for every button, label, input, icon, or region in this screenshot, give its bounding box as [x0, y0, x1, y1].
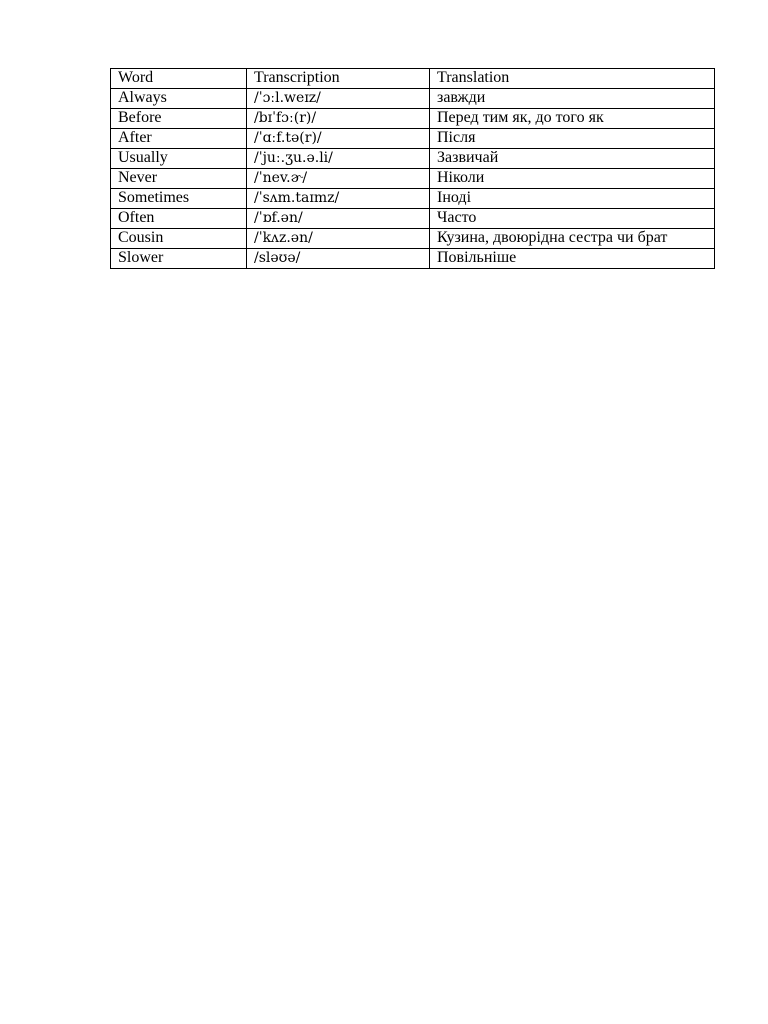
- translation-cell: Ніколи: [430, 169, 715, 189]
- transcription-cell: /sləʊə/: [247, 249, 430, 269]
- transcription-cell: /ˈkʌz.ən/: [247, 229, 430, 249]
- table-header-row: [111, 69, 715, 89]
- translation-cell: Іноді: [430, 189, 715, 209]
- header-word: Word: [111, 69, 247, 89]
- translation-cell: Зазвичай: [430, 149, 715, 169]
- transcription-cell: /ˈɔːl.weɪz/: [247, 89, 430, 109]
- translation-cell: Перед тим як, до того як: [430, 109, 715, 129]
- transcription-cell: /ˈɑːf.tə(r)/: [247, 129, 430, 149]
- table-row: [111, 129, 715, 149]
- table-row: [111, 249, 715, 269]
- word-cell: Often: [111, 209, 247, 229]
- translation-cell: Після: [430, 129, 715, 149]
- word-cell: Never: [111, 169, 247, 189]
- table-row: [111, 89, 715, 109]
- header-transcription: Transcription: [247, 69, 430, 89]
- word-cell: Slower: [111, 249, 247, 269]
- word-cell: Always: [111, 89, 247, 109]
- translation-cell: Часто: [430, 209, 715, 229]
- translation-cell: Кузина, двоюрідна сестра чи брат: [430, 229, 715, 249]
- table-row: [111, 169, 715, 189]
- transcription-cell: /ˈjuː.ʒu.ə.li/: [247, 149, 430, 169]
- transcription-cell: /ˈnev.ɚ/: [247, 169, 430, 189]
- word-cell: Usually: [111, 149, 247, 169]
- table-row: [111, 149, 715, 169]
- transcription-cell: /bɪˈfɔː(r)/: [247, 109, 430, 129]
- transcription-cell: /ˈɒf.ən/: [247, 209, 430, 229]
- vocabulary-table: [110, 68, 715, 269]
- table-row: [111, 229, 715, 249]
- word-cell: After: [111, 129, 247, 149]
- word-cell: Before: [111, 109, 247, 129]
- header-translation: Translation: [430, 69, 715, 89]
- translation-cell: завжди: [430, 89, 715, 109]
- word-cell: Sometimes: [111, 189, 247, 209]
- table-row: [111, 209, 715, 229]
- translation-cell: Повільніше: [430, 249, 715, 269]
- table-row: [111, 109, 715, 129]
- table-row: [111, 189, 715, 209]
- transcription-cell: /ˈsʌm.taɪmz/: [247, 189, 430, 209]
- word-cell: Cousin: [111, 229, 247, 249]
